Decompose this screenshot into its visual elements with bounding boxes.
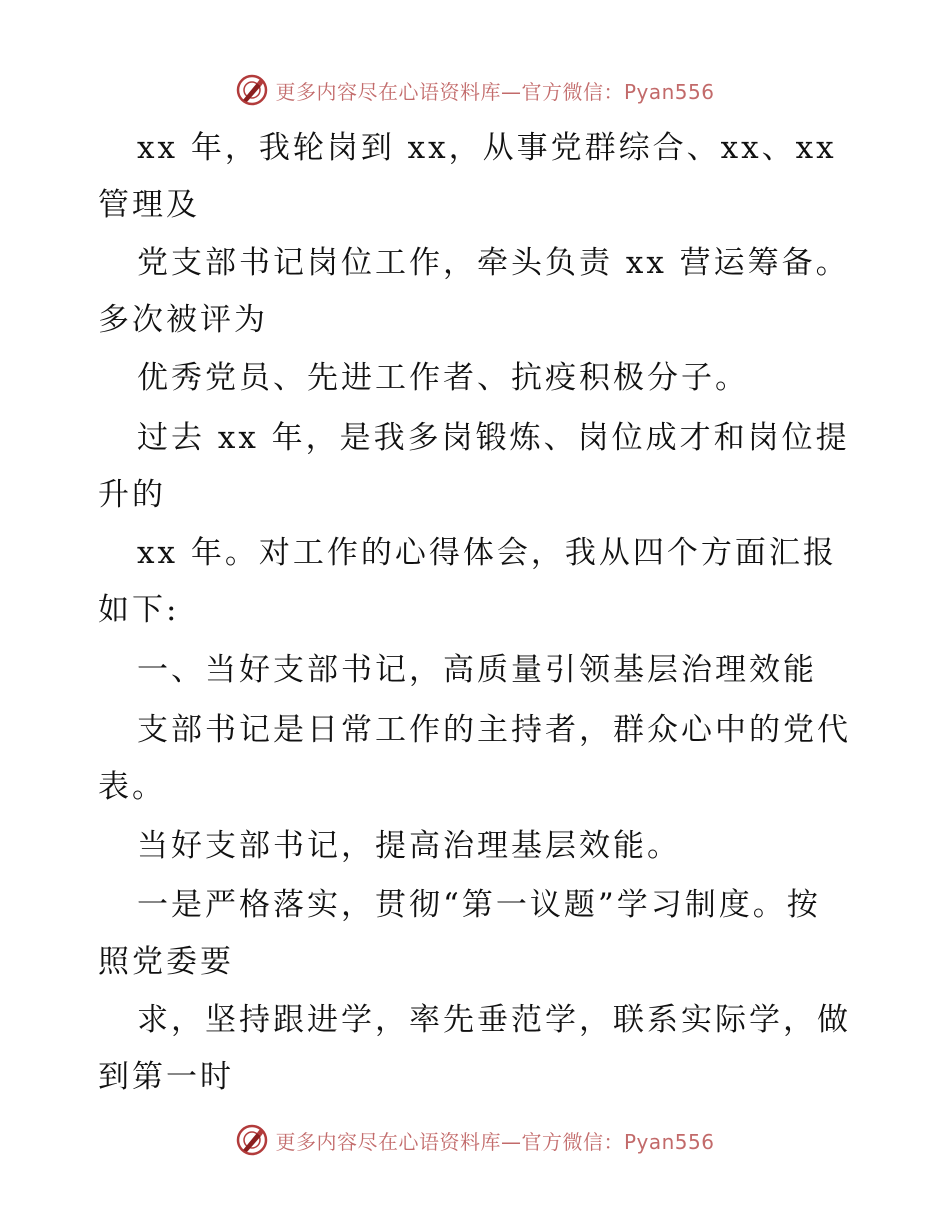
- paragraph-line: 一是严格落实，贯彻“第一议题”学习制度。按: [137, 887, 821, 923]
- section-heading: 一、当好支部书记，高质量引领基层治理效能: [137, 652, 817, 688]
- pen-logo-icon: [235, 1123, 269, 1157]
- footer-watermark: [0, 1120, 950, 1160]
- paragraph-line: 管理及: [98, 187, 200, 223]
- paragraph-line: 当好支部书记，提高治理基层效能。: [137, 828, 681, 864]
- paragraph-line: 照党委要: [98, 944, 234, 980]
- paragraph-line: 多次被评为: [98, 302, 268, 338]
- paragraph-line: 升的: [98, 477, 166, 513]
- watermark-text: 更多内容尽在心语资料库—官方微信：Pyan556: [275, 1129, 715, 1154]
- paragraph-line: 过去 xx 年，是我多岗锻炼、岗位成才和岗位提: [137, 420, 850, 456]
- paragraph-line: 党支部书记岗位工作，牵头负责 xx 营运筹备。: [137, 245, 850, 281]
- paragraph-line: 如下:: [98, 592, 180, 628]
- watermark-text: 更多内容尽在心语资料库—官方微信：Pyan556: [275, 79, 715, 104]
- paragraph-line: 支部书记是日常工作的主持者，群众心中的党代: [137, 712, 851, 748]
- header-watermark: [0, 70, 950, 110]
- paragraph-line: 求，坚持跟进学，率先垂范学，联系实际学，做: [137, 1002, 851, 1038]
- paragraph-line: 优秀党员、先进工作者、抗疫积极分子。: [137, 360, 749, 396]
- paragraph-line: xx 年。对工作的心得体会，我从四个方面汇报: [137, 535, 837, 571]
- paragraph-line: xx 年，我轮岗到 xx，从事党群综合、xx、xx: [137, 130, 837, 166]
- paragraph-line: 表。: [98, 769, 166, 805]
- pen-logo-icon: [235, 73, 269, 107]
- paragraph-line: 到第一时: [98, 1059, 234, 1095]
